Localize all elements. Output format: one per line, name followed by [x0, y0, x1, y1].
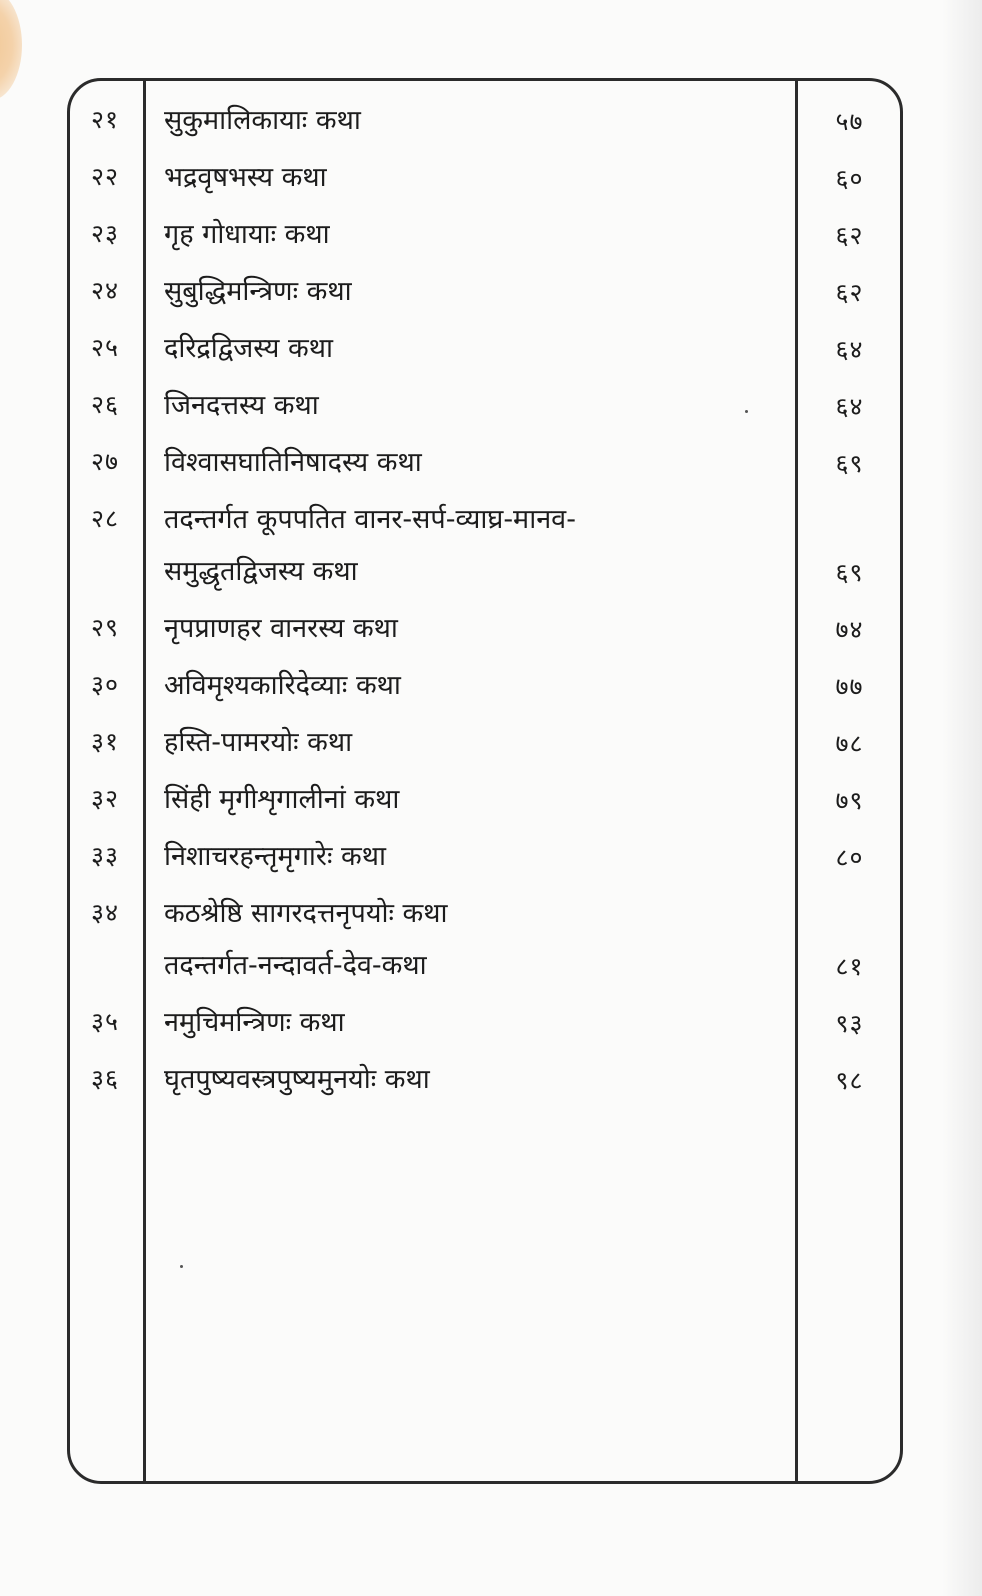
- story-title: सुकुमालिकायाः कथा: [164, 105, 361, 136]
- toc-table: [67, 98, 903, 1114]
- story-title: जिनदत्तस्य कथा: [164, 390, 319, 421]
- page-number: ८०: [835, 843, 864, 872]
- toc-row: [67, 1057, 903, 1114]
- toc-row: [67, 98, 903, 155]
- toc-row: [67, 663, 903, 720]
- serial-number: ३६: [90, 1064, 119, 1093]
- story-title: तदन्तर्गत-नन्दावर्त-देव-कथा: [164, 950, 427, 981]
- page-number: ९३: [835, 1009, 864, 1038]
- page-number: ७७: [835, 672, 864, 701]
- toc-row: [67, 383, 903, 440]
- story-title: अविमृश्यकारिदेव्याः कथा: [164, 670, 401, 701]
- page-number: ६२: [835, 221, 864, 250]
- page-number: ६२: [835, 278, 864, 307]
- serial-number: ३४: [90, 898, 119, 927]
- ink-speck: [745, 410, 748, 413]
- serial-number: २६: [90, 390, 119, 419]
- story-title: नमुचिमन्त्रिणः कथा: [164, 1007, 345, 1038]
- toc-row: [67, 155, 903, 212]
- serial-number: ३०: [90, 670, 119, 699]
- serial-number: २७: [90, 447, 119, 476]
- page-number: ७४: [835, 615, 864, 644]
- toc-row: [67, 497, 903, 549]
- toc-row-continuation: [67, 943, 903, 1000]
- serial-number: २५: [90, 333, 119, 362]
- story-title: सुबुद्धिमन्त्रिणः कथा: [164, 276, 352, 307]
- serial-number: ३२: [90, 784, 119, 813]
- page-number: ७८: [835, 729, 864, 758]
- story-title: दरिद्रद्विजस्य कथा: [164, 333, 333, 364]
- page-number: ७९: [835, 786, 864, 815]
- story-title: विश्वासघातिनिषादस्य कथा: [164, 447, 422, 478]
- toc-row: [67, 326, 903, 383]
- page-number: ६९: [835, 558, 864, 587]
- ink-speck: [180, 1265, 183, 1268]
- toc-row: [67, 720, 903, 777]
- toc-row: [67, 777, 903, 834]
- story-title: सिंही मृगीशृगालीनां कथा: [164, 784, 400, 815]
- toc-row-continuation: [67, 549, 903, 606]
- toc-row: [67, 440, 903, 497]
- toc-row: [67, 891, 903, 943]
- serial-number: २४: [90, 276, 119, 305]
- serial-number: ३३: [90, 841, 119, 870]
- serial-number: ३५: [90, 1007, 119, 1036]
- story-title: निशाचरहन्तृमृगारेः कथा: [164, 841, 386, 872]
- page-edge-shadow: [942, 0, 982, 1596]
- toc-row: [67, 212, 903, 269]
- story-title: समुद्धृतद्विजस्य कथा: [164, 556, 358, 587]
- serial-number: २१: [90, 105, 119, 134]
- page-number: ९८: [835, 1066, 864, 1095]
- serial-number: २२: [90, 162, 119, 191]
- page-number: ६४: [835, 392, 864, 421]
- toc-row: [67, 834, 903, 891]
- toc-row: [67, 1000, 903, 1057]
- story-title: हस्ति-पामरयोः कथा: [164, 727, 353, 758]
- toc-row: [67, 269, 903, 326]
- story-title: घृतपुष्यवस्त्रपुष्यमुनयोः कथा: [164, 1064, 430, 1095]
- story-title: कठश्रेष्ठि सागरदत्तनृपयोः कथा: [164, 898, 448, 929]
- page-stain: [0, 0, 22, 100]
- page-number: ६०: [835, 164, 864, 193]
- page-number: ५७: [835, 107, 864, 136]
- story-title: भद्रवृषभस्य कथा: [164, 162, 327, 193]
- page-number: ६४: [835, 335, 864, 364]
- serial-number: ३१: [90, 727, 119, 756]
- story-title: तदन्तर्गत कूपपतित वानर-सर्प-व्याघ्र-मानव-: [164, 504, 576, 535]
- serial-number: २८: [90, 504, 119, 533]
- serial-number: २३: [90, 219, 119, 248]
- page-number: ६९: [835, 449, 864, 478]
- story-title: गृह गोधायाः कथा: [164, 219, 330, 250]
- serial-number: २९: [90, 613, 119, 642]
- story-title: नृपप्राणहर वानरस्य कथा: [164, 613, 398, 644]
- page-number: ८१: [835, 952, 864, 981]
- toc-row: [67, 606, 903, 663]
